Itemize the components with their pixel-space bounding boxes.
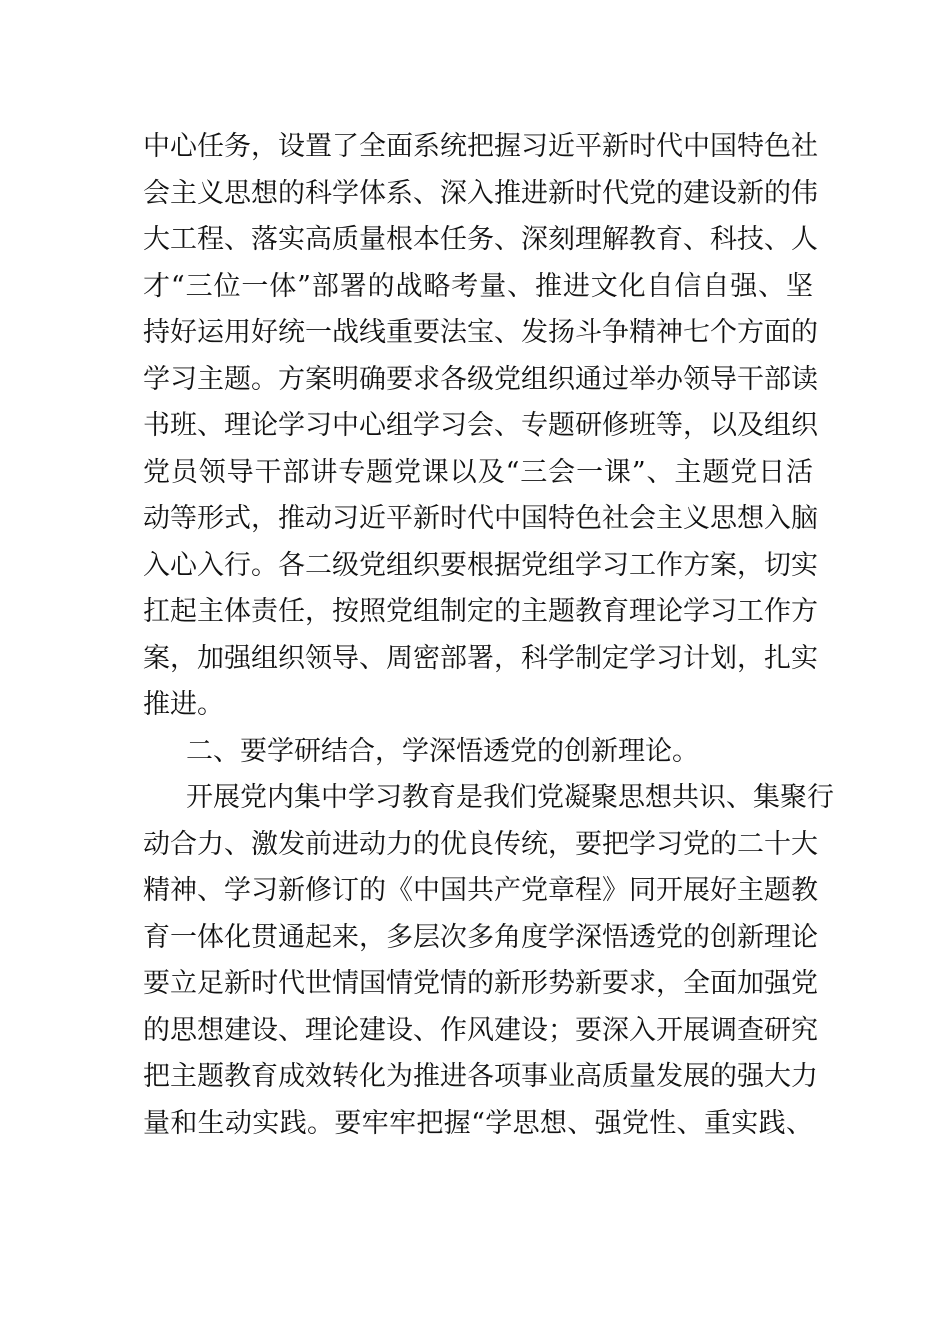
paragraph-line: 开展党内集中学习教育是我们党凝聚思想共识、集聚行 [186, 782, 834, 813]
paragraph-line: 入心入行。各二级党组织要根据党组学习工作方案，切实 [143, 549, 818, 581]
paragraph-line: 书班、理论学习中心组学习会、专题研修班等，以及组织 [143, 410, 818, 441]
paragraph-2 [143, 775, 834, 1147]
paragraph-line: 会主义思想的科学体系、深入推进新时代党的建设新的伟 [143, 177, 818, 209]
document-body [143, 124, 834, 1147]
paragraph-line: 扛起主体责任，按照党组制定的主题教育理论学习工作方 [143, 596, 818, 627]
paragraph-line: 动合力、激发前进动力的优良传统，要把学习党的二十大 [143, 828, 818, 860]
paragraph-line: 量和生动实践。要牢牢把握“学思想、强党性、重实践、 [143, 1107, 813, 1139]
paragraph-line: 要立足新时代世情国情党情的新形势新要求，全面加强党 [143, 968, 818, 999]
paragraph-line: 党员领导干部讲专题党课以及“三会一课”、主题党日活 [143, 456, 813, 488]
paragraph-line: 案，加强组织领导、周密部署，科学制定学习计划，扎实 [143, 642, 818, 674]
paragraph-line: 才“三位一体”部署的战略考量、推进文化自信自强、坚 [143, 270, 813, 302]
paragraph-line: 持好运用好统一战线重要法宝、发扬斗争精神七个方面的 [143, 317, 818, 348]
section-heading: 二、要学研结合，学深悟透党的创新理论。 [186, 735, 699, 767]
paragraph-line: 大工程、落实高质量根本任务、深刻理解教育、科技、人 [143, 224, 818, 255]
paragraph-line: 推进。 [143, 689, 224, 720]
paragraph-line: 的思想建设、理论建设、作风建设；要深入开展调查研究 [143, 1014, 818, 1046]
paragraph-line: 动等形式，推动习近平新时代中国特色社会主义思想入脑 [143, 503, 818, 534]
paragraph-line: 中心任务，设置了全面系统把握习近平新时代中国特色社 [143, 131, 818, 162]
paragraph-line: 把主题教育成效转化为推进各项事业高质量发展的强大力 [143, 1061, 818, 1092]
paragraph-line: 学习主题。方案明确要求各级党组织通过举办领导干部读 [143, 363, 818, 395]
paragraph-1 [143, 124, 818, 729]
paragraph-line: 精神、学习新修订的《中国共产党章程》同开展好主题教 [143, 875, 818, 906]
paragraph-line: 育一体化贯通起来，多层次多角度学深悟透党的创新理论 [143, 921, 818, 953]
